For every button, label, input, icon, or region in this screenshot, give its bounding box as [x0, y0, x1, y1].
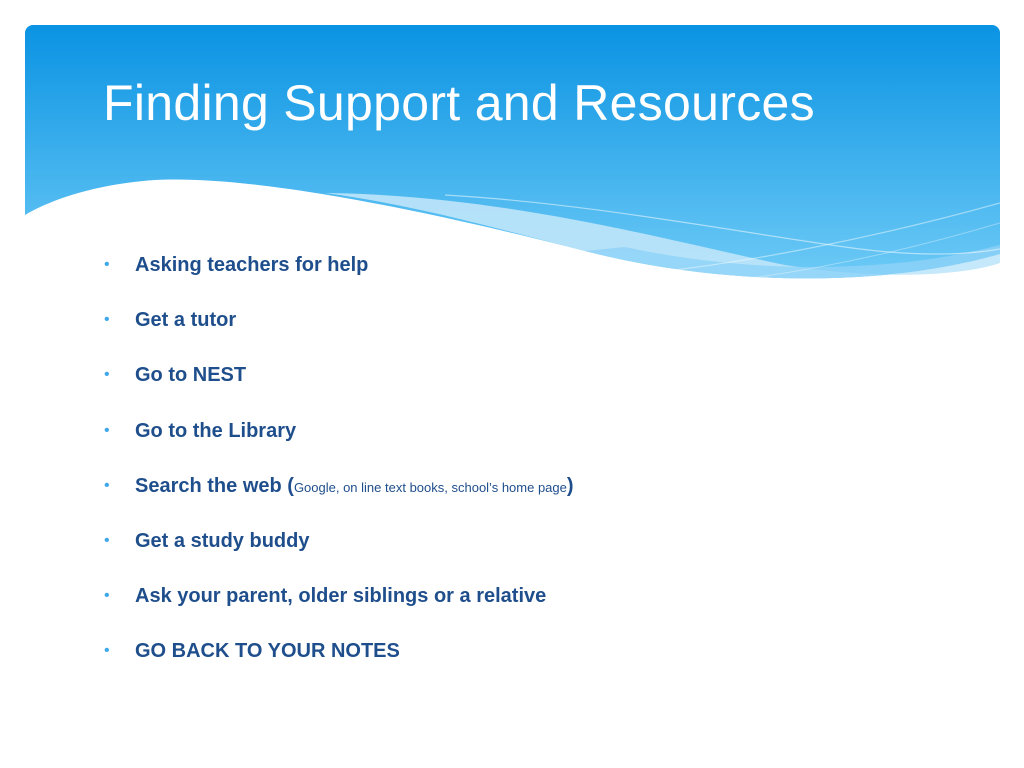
bullet-item	[104, 522, 574, 577]
bullet-item	[104, 246, 574, 301]
bullet-text: Asking teachers for help	[135, 254, 369, 276]
bullet-list	[104, 246, 574, 688]
bullet-dot-icon: •	[104, 421, 110, 439]
bullet-dot-icon: •	[104, 531, 110, 549]
bullet-text: Go to NEST	[135, 364, 247, 387]
bullet-text: Go to the Library	[135, 419, 297, 442]
slide-title: Finding Support and Resources	[103, 75, 815, 131]
bullet-item	[104, 632, 574, 687]
bullet-dot-icon: •	[104, 366, 110, 384]
bullet-dot-icon: •	[104, 587, 110, 605]
bullet-dot-icon: •	[104, 256, 110, 273]
bullet-text: Ask your parent, older siblings or a relative	[135, 585, 547, 608]
bullet-item	[104, 467, 574, 522]
bullet-item	[104, 356, 574, 411]
bullet-dot-icon: •	[104, 311, 110, 329]
bullet-text: Get a study buddy	[135, 529, 310, 552]
bullet-text: Get a tutor	[135, 309, 237, 332]
bullet-dot-icon: •	[104, 476, 110, 494]
bullet-item	[104, 577, 574, 632]
bullet-text: GO BACK TO YOUR NOTES	[135, 640, 400, 663]
bullet-item	[104, 301, 574, 356]
bullet-dot-icon: •	[104, 642, 110, 660]
bullet-item	[104, 412, 574, 467]
bullet-text-close: )	[566, 474, 574, 497]
bullet-text: Search the web (	[135, 474, 294, 497]
bullet-note: Google, on line text books, school’s home page	[293, 479, 567, 495]
